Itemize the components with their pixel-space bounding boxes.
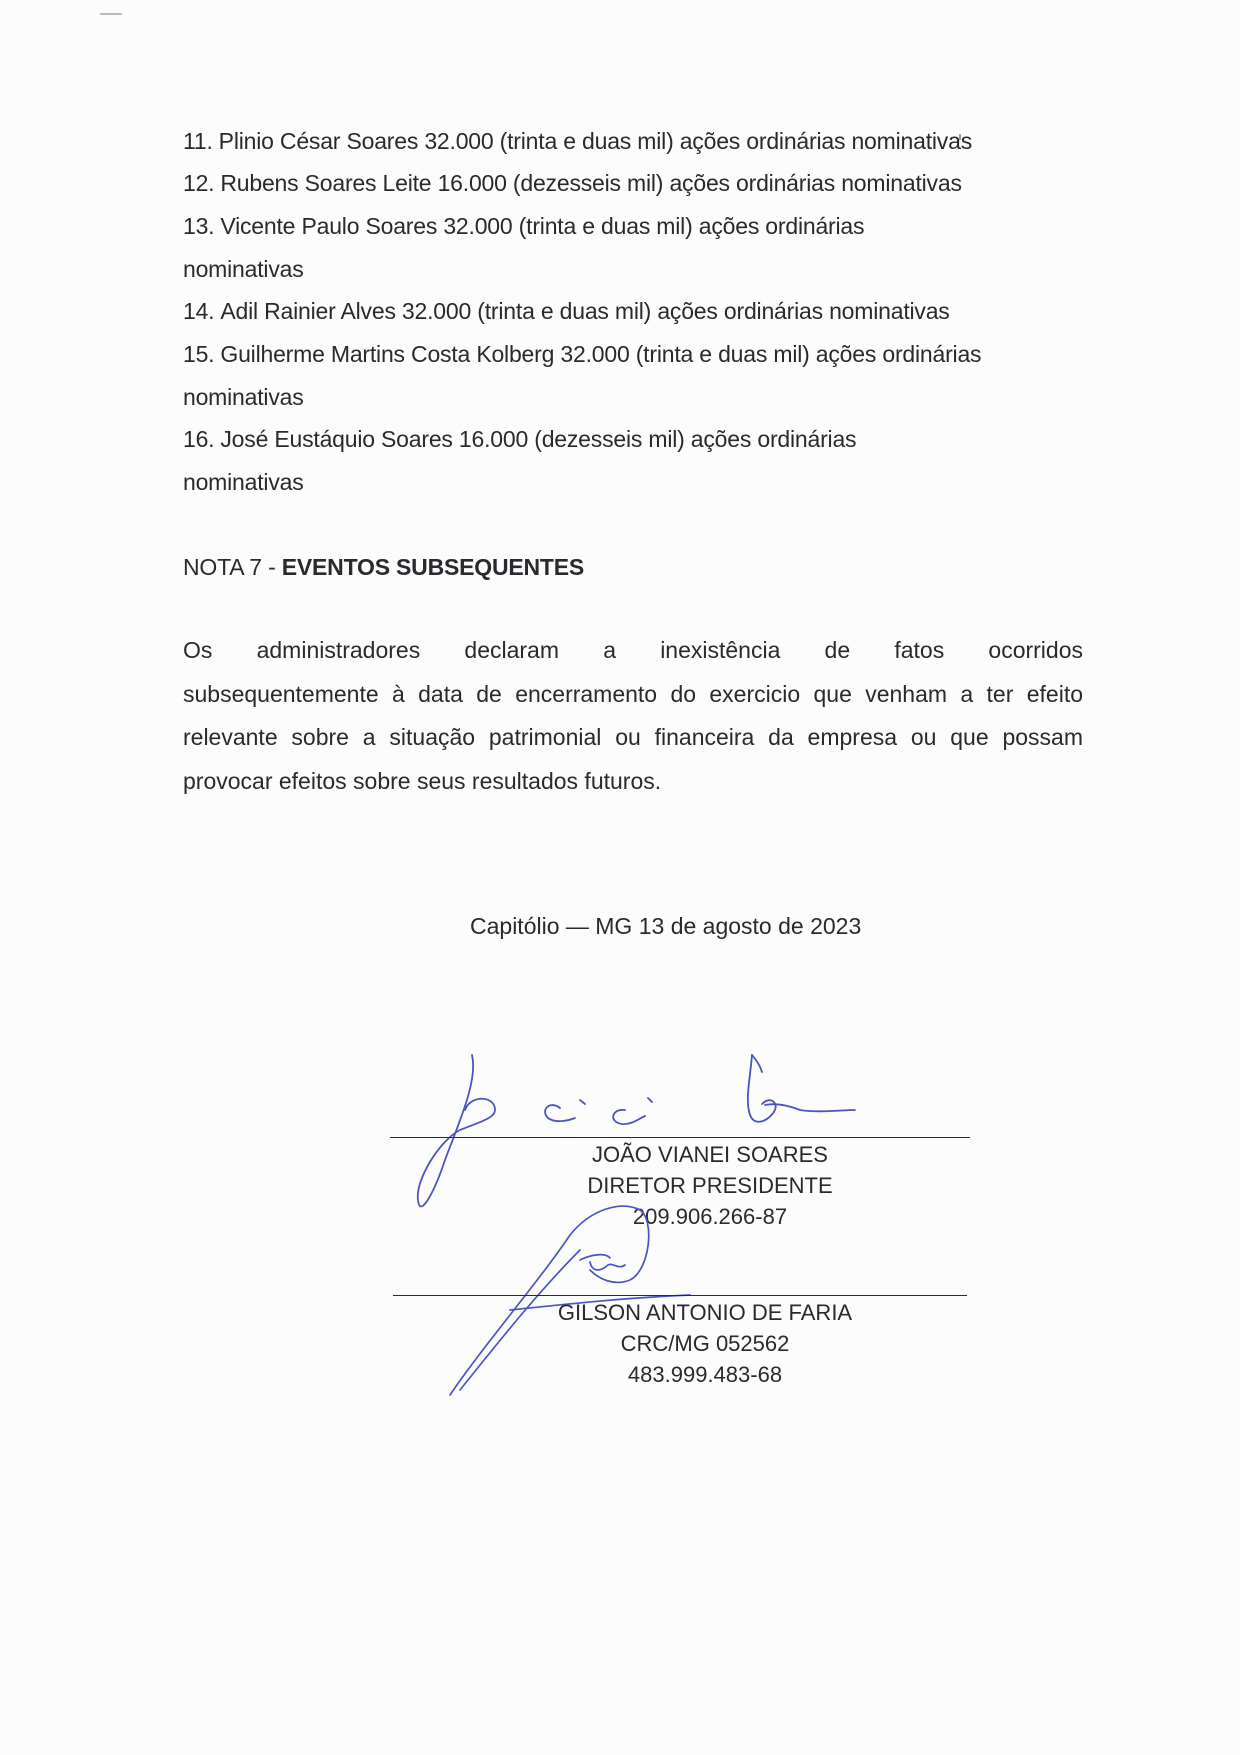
list-item: 14. Adil Rainier Alves 32.000 (trinta e duas mil) ações ordinárias nominativas <box>183 298 950 324</box>
list-item: 13. Vicente Paulo Soares 32.000 (trinta e duas mil) ações ordinárias <box>183 213 865 239</box>
section-title: EVENTOS SUBSEQUENTES <box>281 554 585 580</box>
list-item: 12. Rubens Soares Leite 16.000 (dezesseis mil) ações ordinárias nominativas <box>183 170 962 196</box>
note-paragraph: Os administradores declaram a inexistência de fatos ocorridos subsequentemente à data de encerramento do exercicio que venham a ter efeito relevante sobre a situação patrimonial ou financeira da empresa ou que possam provocar efeitos sobre seus resultados futuros. <box>183 637 1083 794</box>
signature-line <box>390 1137 970 1138</box>
section-heading: NOTA 7 - EVENTOS SUBSEQUENTES <box>183 554 585 580</box>
signatory-registration: CRC/MG 052562 <box>620 1331 790 1356</box>
list-item-continuation: nominativas <box>183 256 304 282</box>
signatory-id: 483.999.483-68 <box>627 1362 783 1387</box>
signatory-block <box>505 1297 905 1390</box>
signatory-role: DIRETOR PRESIDENTE <box>587 1173 833 1198</box>
signature-line <box>393 1295 967 1296</box>
scan-artifact <box>100 13 122 15</box>
signatory-id: 209.906.266-87 <box>632 1204 788 1229</box>
signatory-name: GILSON ANTONIO DE FARIA <box>557 1300 853 1325</box>
list-item-continuation: nominativas <box>183 384 304 410</box>
list-item: 16. José Eustáquio Soares 16.000 (dezesseis mil) ações ordinárias <box>183 426 857 452</box>
signatory-name: JOÃO VIANEI SOARES <box>592 1142 828 1167</box>
list-item-continuation: nominativas <box>183 469 304 495</box>
place-date: Capitólio — MG 13 de agosto de 2023 <box>470 913 862 939</box>
list-item: 15. Guilherme Martins Costa Kolberg 32.000 (trinta e duas mil) ações ordinárias <box>183 341 982 367</box>
list-item: 11. Plinio César Soares 32.000 (trinta e duas mil) ações ordinárias nominativas <box>183 128 972 154</box>
